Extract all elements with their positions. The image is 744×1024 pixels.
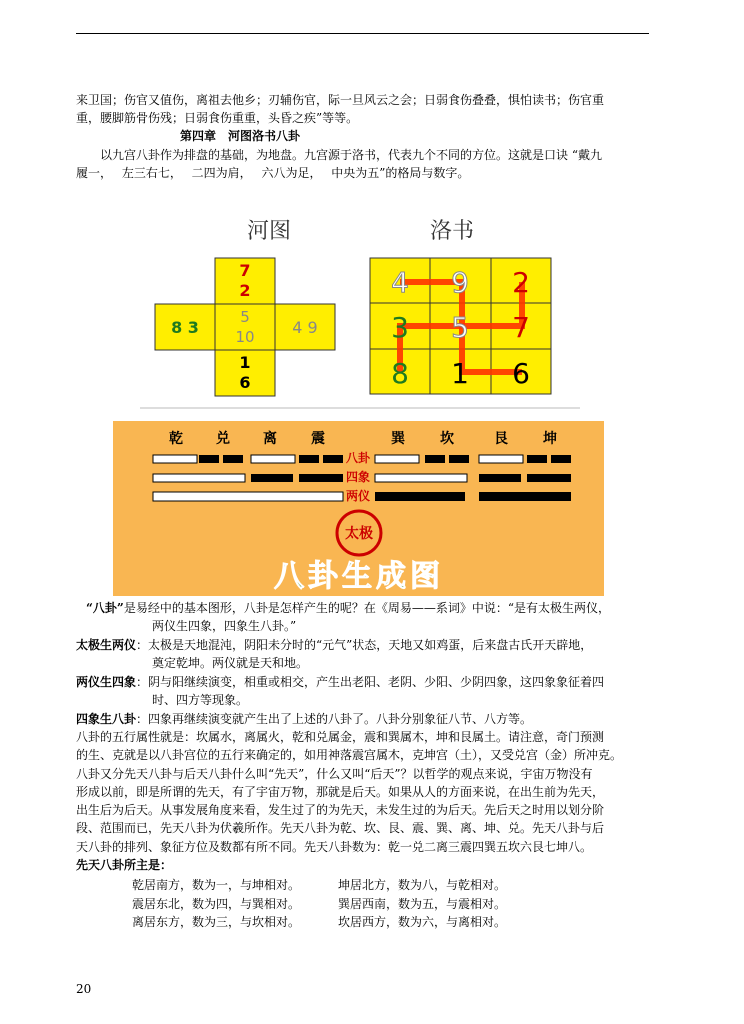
hetu-left: 8 3 [171, 318, 199, 337]
chapter-intro-line-1: 以九宫八卦作为排盘的基础，为地盘。九宫源于洛书，代表九个不同的方位。这就是口诀 “戴九 [100, 148, 602, 162]
para-line-1: 八卦的五行属性就是：坎属水，离属火，乾和兑属金，震和巽属木，坤和艮属土。请注意，奇门预测 [76, 730, 605, 744]
hetu-center-a: 5 [240, 308, 250, 326]
luoshu-cell-9: 6 [512, 357, 530, 390]
bagua-label-kun: 坤 [543, 431, 557, 447]
chapter-title: 第四章 河图洛书八卦 [180, 129, 301, 143]
para-line-7: 天八卦的排列、象征方位及数都有所不同。先天八卦数为：乾一兑二离三震四巽五坎六艮七坤八。 [76, 840, 593, 854]
hetu-top-a: 7 [239, 261, 251, 280]
luoshu-cell-8: 1 [451, 357, 469, 390]
sixiang-term: 四象生八卦 [76, 712, 137, 726]
hetu-right: 4 9 [292, 318, 318, 337]
list-row-3-a: 离居东方，数为三，与坎相对。 [132, 915, 301, 929]
list-row-3-b: 坎居西方，数为六，与离相对。 [338, 915, 507, 929]
luoshu-cell-5: 5 [451, 311, 469, 344]
luoshu-cell-6: 7 [512, 311, 530, 344]
liangyi-line-2: 时、四方等现象。 [152, 693, 249, 707]
luoshu-title: 洛书 [430, 219, 475, 244]
hetu-diagram [155, 258, 335, 396]
list-row-1-b: 坤居北方，数为八，与乾相对。 [338, 878, 507, 892]
para-line-2: 的生、克就是以八卦宫位的五行来确定的，如用神落震宫属木，克坤宫（土），又受兑宫（金）所冲克。 [76, 748, 623, 762]
para-line-6: 段、范围而已，先天八卦为伏羲所作。先天八卦为乾、坎、艮、震、巽、离、坤、兑。先天八卦与后 [76, 821, 605, 835]
luoshu-cell-2: 9 [451, 266, 469, 299]
list-row-2-b: 巽居西南，数为五，与震相对。 [338, 897, 507, 911]
liangyi-term: 两仪生四象 [76, 675, 137, 689]
liangyi-line-1: 两仪生四象：阴与阳继续演变，相重或相交，产生出老阳、老阴、少阳、少阴四象，这四象象征着四 [76, 675, 605, 689]
hetu-bottom-a: 1 [239, 353, 251, 372]
para-line-5: 出生后为后天。从事发展角度来看，发生过了的为先天，未发生过的为后天。先后天之时用以划分阶 [76, 803, 605, 817]
chapter-intro-line-2: 履一， 左三右七， 二四为肩， 六八为足， 中央为五”的格局与数字。 [76, 166, 470, 180]
intro-line-1: 来卫国；伤官又值伤，离祖去他乡；刃辅伤官，际一旦风云之会；日弱食伤叠叠，惧怕读书；伤官重 [76, 93, 605, 107]
intro-line-2: 重，腰脚筋骨伤残；日弱食伤重重，头昏之疾”等等。 [76, 111, 359, 125]
bagua-label-kan: 坎 [440, 431, 454, 447]
luoshu-cell-1: 4 [391, 266, 409, 299]
hetu-bottom-b: 6 [239, 373, 251, 392]
xiantian-title: 先天八卦所主是： [76, 858, 173, 872]
para-line-4: 形成以前，即是所谓的先天，有了宇宙万物，那就是后天。如果从人的方面来说，在出生前为先天， [76, 785, 605, 799]
hetu-luoshu-figure [140, 210, 580, 415]
row-label-bagua: 八卦 [346, 451, 371, 465]
luoshu-cell-4: 3 [391, 311, 409, 344]
luoshu-cell-3: 2 [512, 266, 530, 299]
taiji-line-2: 奠定乾坤。两仪就是天和地。 [152, 656, 309, 670]
page-number: 20 [76, 982, 92, 996]
bagua-label-xun: 巽 [391, 431, 405, 447]
bagua-def-line-2: 两仪生四象，四象生八卦。” [152, 619, 297, 633]
bagua-banner: 八卦生成图 [274, 559, 444, 594]
bagua-def-term: “八卦” [86, 601, 124, 615]
sixiang-line: 四象生八卦：四象再继续演变就产生出了上述的八卦了。八卦分别象征八节、八方等。 [76, 712, 533, 726]
bagua-label-qian: 乾 [169, 431, 183, 447]
taiji-term: 太极生两仪 [76, 638, 137, 652]
bagua-label-zhen: 震 [311, 431, 325, 447]
taiji-line-1: 太极生两仪：太极是天地混沌，阴阳未分时的“元气”状态，天地又如鸡蛋，后来盘古氏开天辟地， [76, 638, 593, 652]
hetu-center-b: 10 [235, 328, 255, 346]
luoshu-diagram [370, 258, 551, 394]
bagua-label-li: 离 [263, 431, 277, 447]
luoshu-cell-7: 8 [391, 357, 409, 390]
list-row-2-a: 震居东北，数为四，与巽相对。 [132, 897, 301, 911]
hetu-top-b: 2 [239, 281, 251, 300]
bagua-figure [113, 421, 604, 596]
bagua-label-gen: 艮 [494, 431, 508, 447]
taiji-label: 太极 [345, 526, 373, 542]
hetu-title: 河图 [247, 219, 292, 244]
list-row-1-a: 乾居南方，数为一，与坤相对。 [132, 878, 301, 892]
header-rule [76, 33, 649, 34]
bagua-label-dui: 兑 [216, 431, 230, 447]
para-line-3: 八卦又分先天八卦与后天八卦什么叫“先天”，什么又叫“后天”？以哲学的观点来说，宇宙万物没有 [76, 767, 593, 781]
row-label-sixiang: 四象 [346, 470, 371, 484]
row-label-liangyi: 两仪 [346, 489, 371, 503]
bagua-def-line-1: “八卦”是易经中的基本图形，八卦是怎样产生的呢？在《周易——系词》中说：“是有太极生两仪， [86, 601, 610, 615]
